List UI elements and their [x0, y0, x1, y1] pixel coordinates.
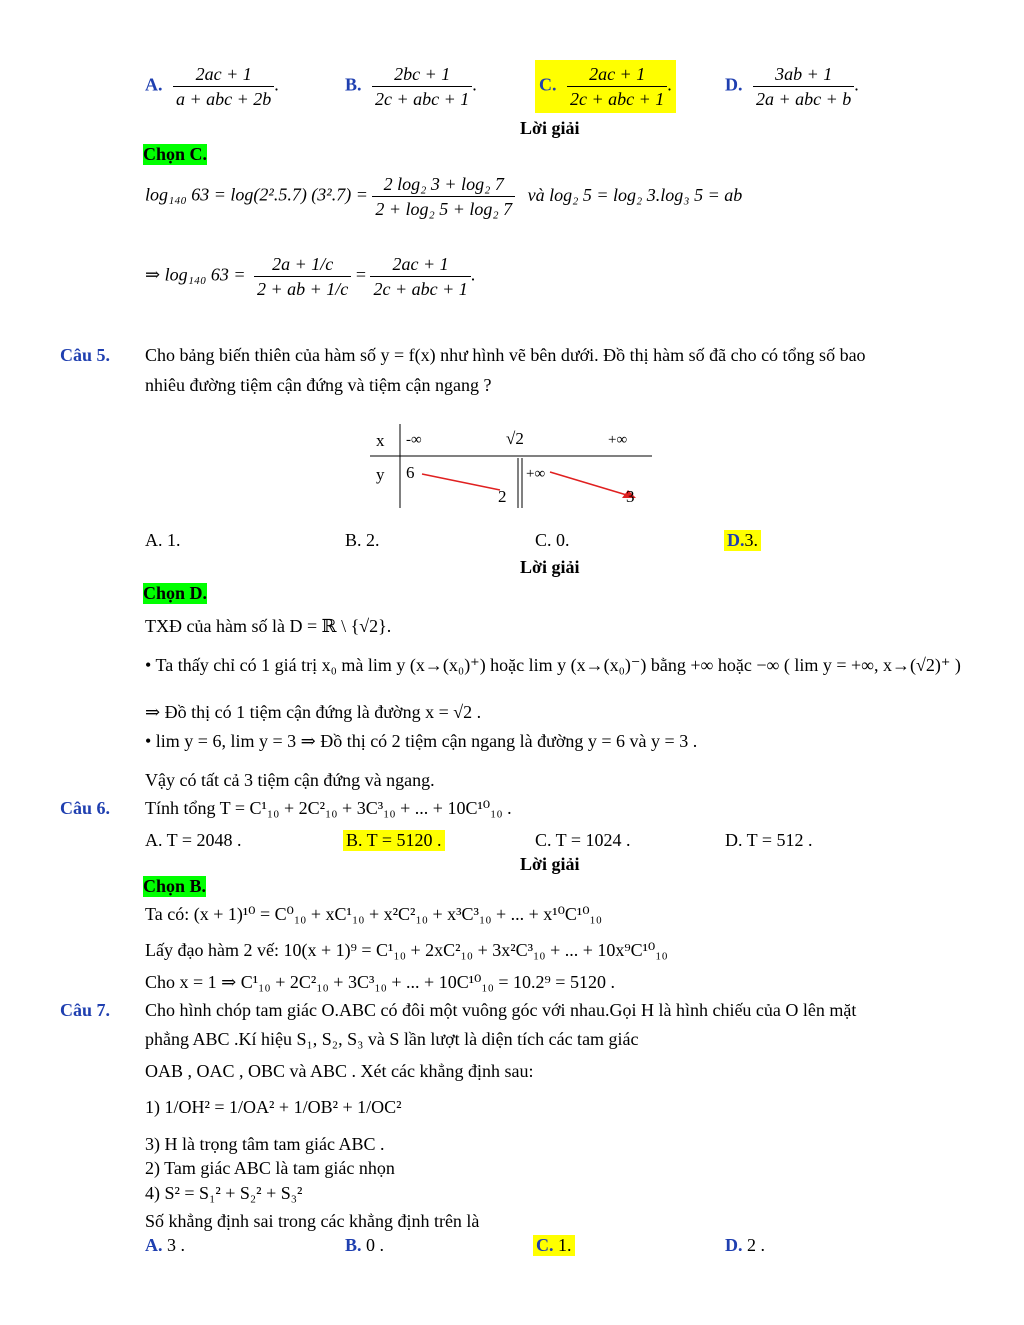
option-value: 2 .: [747, 1235, 765, 1255]
numerator: 2ac + 1: [173, 62, 274, 87]
q6-option-c[interactable]: [535, 830, 631, 851]
dot: .: [274, 74, 279, 95]
statement-1: 1) 1/OH² = 1/OA² + 1/OB² + 1/OC²: [145, 1097, 402, 1117]
q6-option-a[interactable]: [145, 830, 242, 851]
q4-solution-line2: [145, 252, 475, 301]
option-text: B. T = 5120 .: [346, 830, 442, 850]
q6-option-d[interactable]: [725, 830, 813, 851]
value-pos-infinity: +∞: [526, 466, 546, 482]
statement-3: 3) H là trọng tâm tam giác ABC .: [145, 1134, 385, 1154]
numerator: 2ac + 1: [567, 62, 667, 87]
q4-solution-line1: [145, 172, 742, 221]
dot: .: [667, 74, 672, 95]
option-label: B.: [345, 1235, 362, 1255]
pos-infinity: +∞: [608, 432, 628, 448]
question-label: Câu 6.: [60, 798, 111, 818]
sqrt2-value: √2: [506, 429, 524, 448]
value-6: 6: [406, 463, 415, 482]
option-label: C.: [536, 1235, 554, 1255]
solution-heading: Lời giải: [520, 854, 580, 874]
statement-2: 2) Tam giác ABC là tam giác nhọn: [145, 1158, 395, 1178]
answer-choice: Chọn D.: [143, 583, 208, 603]
numerator: 2bc + 1: [372, 62, 472, 87]
solution-line: ⇒ Đồ thị có 1 tiệm cận đứng là đường x = √2 .: [145, 702, 482, 722]
option-value: 3: [744, 530, 754, 550]
numerator: 3ab + 1: [753, 62, 854, 87]
option-value: 1.: [558, 1235, 572, 1255]
solution-line: TXĐ của hàm số là D = ℝ \ {√2}.: [145, 616, 392, 636]
numerator: 2ac + 1: [370, 252, 470, 277]
fraction: [173, 62, 274, 111]
q5-option-c[interactable]: [535, 530, 570, 551]
fraction: [753, 62, 854, 111]
option-label: A.: [145, 1235, 163, 1255]
denominator: 2c + abc + 1: [570, 89, 665, 109]
q4-option-b[interactable]: [345, 62, 477, 111]
q5-option-a[interactable]: [145, 530, 181, 551]
solution-line: • lim y = 6, lim y = 3 ⇒ Đồ thị có 2 tiệm cận ngang là đường y = 6 và y = 3 .: [145, 731, 698, 751]
solution-line: Vậy có tất cả 3 tiệm cận đứng và ngang.: [145, 770, 435, 790]
solution-line: Ta có: (x + 1)¹⁰ = C⁰₁₀ + xC¹₁₀ + x²C²₁₀ + x³C³₁₀ + ... + x¹⁰C¹⁰₁₀: [145, 904, 603, 924]
equals: =: [355, 264, 366, 285]
option-value: 0 .: [366, 1235, 385, 1255]
option-label: A.: [145, 74, 163, 95]
statement-4: 4) S² = S₁² + S₂² + S₃²: [145, 1183, 303, 1203]
q7-option-b[interactable]: [345, 1235, 384, 1256]
dot: .: [470, 264, 476, 285]
answer-choice: Chọn C.: [143, 144, 208, 164]
variation-table: [360, 420, 660, 510]
denominator: 2 + log₂ 5 + log₂ 7: [375, 199, 513, 219]
fraction: [254, 252, 351, 301]
dot: .: [854, 74, 859, 95]
option-value: 3 .: [167, 1235, 185, 1255]
q4-option-d[interactable]: [725, 62, 859, 111]
solution-line: Lấy đạo hàm 2 vế: 10(x + 1)⁹ = C¹₁₀ + 2xC²₁₀ + 3x²C³₁₀ + ... + 10x⁹C¹⁰₁₀: [145, 940, 668, 960]
option-text: D. T = 512 .: [725, 830, 813, 850]
question-prompt: Số khẳng định sai trong các khẳng định trên là: [145, 1211, 480, 1231]
dot: .: [472, 74, 477, 95]
decreasing-arrow: [550, 472, 630, 496]
q7-option-c[interactable]: [533, 1235, 575, 1256]
fraction: [372, 172, 515, 221]
question-text: phẳng ABC .Kí hiệu S₁, S₂, S₃ và S lần lượt là diện tích các tam giác: [145, 1029, 639, 1049]
question-label: Câu 7.: [60, 1000, 111, 1020]
math-text: và log₂ 5 = log₂ 3.log₃ 5 = ab: [527, 184, 743, 205]
question-label: Câu 5.: [60, 345, 111, 365]
value-2: 2: [498, 487, 507, 506]
q5-option-d[interactable]: D.3.: [724, 530, 761, 551]
q7-option-a[interactable]: [145, 1235, 185, 1256]
q5-option-b[interactable]: [345, 530, 380, 551]
solution-heading: Lời giải: [520, 557, 580, 577]
solution-line: Cho x = 1 ⇒ C¹₁₀ + 2C²₁₀ + 3C³₁₀ + ... + 10C¹⁰₁₀ = 10.2⁹ = 5120 .: [145, 972, 615, 992]
numerator: 2 log₂ 3 + log₂ 7: [372, 172, 515, 197]
denominator: 2a + abc + b: [756, 89, 852, 109]
denominator: 2c + abc + 1: [375, 89, 470, 109]
solution-heading: Lời giải: [520, 118, 580, 138]
q6-option-b[interactable]: [343, 830, 445, 851]
option-label: C.: [539, 74, 557, 95]
decreasing-arrow: [422, 474, 500, 490]
fraction: [372, 62, 472, 111]
fraction: [567, 62, 667, 111]
q7-option-d[interactable]: [725, 1235, 765, 1256]
neg-infinity: -∞: [406, 432, 422, 448]
solution-line: • Ta thấy chỉ có 1 giá trị x₀ mà lim y (x→(x₀)⁺) hoặc lim y (x→(x₀)⁻) bằng +∞ hoặc −∞ ( lim y = +∞, x→(√2)⁺ ): [145, 655, 961, 675]
option-label: D.: [725, 74, 743, 95]
question-text: nhiêu đường tiệm cận đứng và tiệm cận ngang ?: [145, 375, 492, 395]
option-label: D.: [727, 530, 745, 550]
math-text: ⇒ log₁₄₀ 63 =: [145, 264, 246, 285]
option-text: B. 2.: [345, 530, 380, 550]
answer-choice: Chọn B.: [143, 876, 207, 896]
question-text: Tính tổng T = C¹₁₀ + 2C²₁₀ + 3C³₁₀ + ... + 10C¹⁰₁₀ .: [145, 798, 512, 818]
question-text: Cho hình chóp tam giác O.ABC có đôi một vuông góc với nhau.Gọi H là hình chiếu của O lên mặt: [145, 1000, 857, 1020]
option-label: D.: [725, 1235, 743, 1255]
denominator: 2 + ab + 1/c: [257, 279, 349, 299]
option-text: A. T = 2048 .: [145, 830, 242, 850]
table-y-label: y: [376, 465, 385, 484]
value-3: 3: [626, 487, 635, 506]
fraction: [370, 252, 470, 301]
option-text: C. T = 1024 .: [535, 830, 631, 850]
question-text: Cho bảng biến thiên của hàm số y = f(x) như hình vẽ bên dưới. Đồ thị hàm số đã cho có tổng số bao: [145, 345, 866, 365]
math-text: log₁₄₀ 63 = log(2².5.7) (3².7) =: [145, 184, 368, 205]
q4-option-c[interactable]: [535, 60, 676, 113]
option-text: C. 0.: [535, 530, 570, 550]
denominator: a + abc + 2b: [176, 89, 272, 109]
option-label: B.: [345, 74, 362, 95]
question-text: OAB , OAC , OBC và ABC . Xét các khẳng định sau:: [145, 1061, 534, 1081]
option-text: A. 1.: [145, 530, 181, 550]
denominator: 2c + abc + 1: [373, 279, 468, 299]
q4-option-a[interactable]: [145, 62, 279, 111]
table-x-label: x: [376, 431, 385, 450]
numerator: 2a + 1/c: [254, 252, 351, 277]
